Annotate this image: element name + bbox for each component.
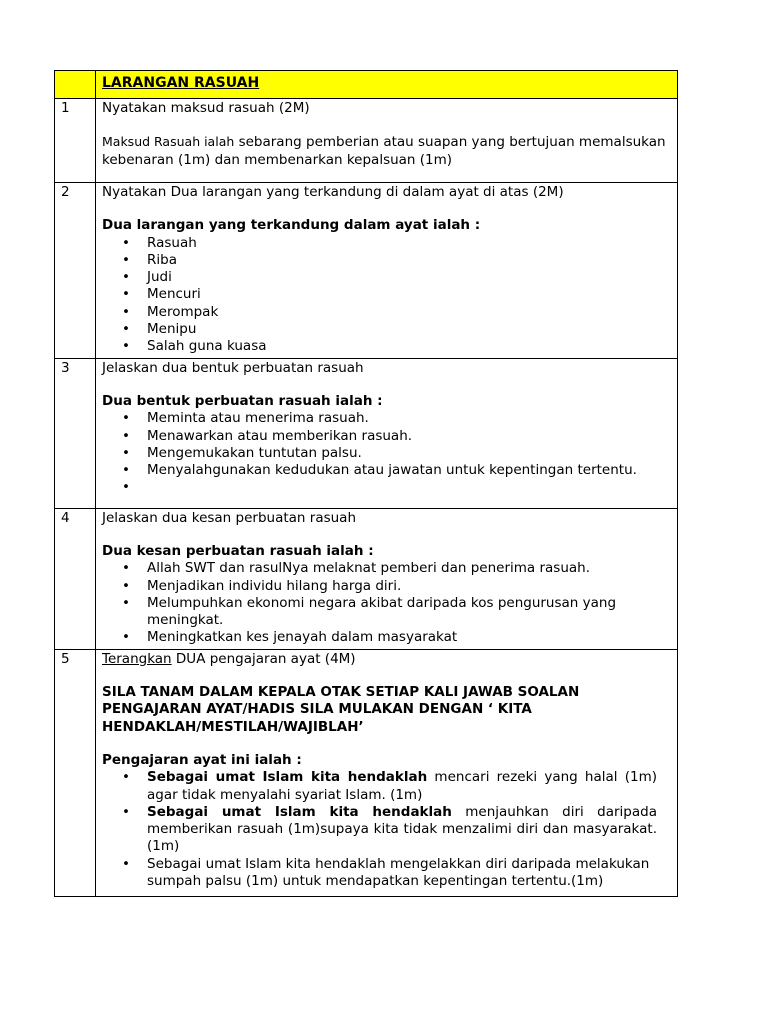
list-item: • Sebagai umat Islam kita hendaklah mencari rezeki yang halal (1m) agar tidak menyalahi syariat Islam. (1m) (122, 769, 658, 803)
question-row-5 (55, 649, 678, 896)
answer-lead: Maksud Rasuah ialah (102, 134, 235, 150)
list-item: • Judi (122, 269, 172, 286)
question-cell-1 (96, 99, 678, 183)
question-number: 1 (55, 99, 96, 183)
list-item (102, 479, 671, 496)
bullet-icon: • (122, 803, 130, 820)
answer-heading: Dua kesan perbuatan rasuah ialah : (102, 542, 374, 559)
bullet-icon: • (122, 560, 130, 577)
answer-rest: sebarang pemberian atau suapan yang bertujuan memalsukan kebenaran (1m) dan membenarkan kepalsuan (1m) (102, 134, 666, 168)
bullet-icon: • (122, 594, 130, 611)
question-text: Jelaskan dua kesan perbuatan rasuah (102, 509, 357, 526)
question-rest: DUA pengajaran ayat (4M) (171, 650, 356, 667)
bullet-icon: • (122, 321, 130, 338)
list-item: • Sebagai umat Islam kita hendaklah mengelakkan diri daripada melakukan sumpah palsu (1m) untuk mendapatkan kepentingan tertentu.(1m) (122, 855, 650, 890)
question-row-1 (55, 99, 678, 183)
answer-heading: Dua larangan yang terkandung dalam ayat ialah : (102, 217, 481, 234)
question-number: 4 (55, 508, 96, 649)
question-row-3 (55, 358, 678, 508)
answer-list (102, 769, 671, 890)
question-cell-5 (96, 649, 678, 896)
question-text (102, 651, 671, 668)
question-cell-4 (96, 508, 678, 649)
list-item: • Allah SWT dan rasulNya melaknat pemberi dan penerima rasuah. (122, 560, 590, 577)
question-cell-2 (96, 183, 678, 359)
answer-text (102, 133, 671, 169)
bullet-icon: • (122, 251, 130, 268)
question-number: 5 (55, 649, 96, 896)
bullet-icon: • (122, 286, 130, 303)
bullet-icon: • (122, 855, 130, 872)
rasuah-table (54, 70, 678, 897)
list-item: • Mengemukakan tuntutan palsu. (122, 444, 362, 461)
answer-list (102, 410, 671, 496)
list-item: • Melumpuhkan ekonomi negara akibat daripada kos pengurusan yang meningkat. (122, 594, 617, 629)
list-item: • Meningkatkan kes jenayah dalam masyarakat (122, 629, 458, 646)
bullet-icon: • (122, 234, 130, 251)
bullet-icon: • (122, 303, 130, 320)
list-item: • Riba (122, 251, 177, 268)
question-text: Jelaskan dua bentuk perbuatan rasuah (102, 359, 364, 376)
answer-list (102, 235, 671, 356)
answer-list (102, 560, 671, 646)
table-header-row (55, 71, 678, 99)
bullet-icon: • (122, 462, 130, 479)
bullet-icon: • (122, 338, 130, 355)
question-text: Nyatakan Dua larangan yang terkandung di dalam ayat di atas (2M) (102, 184, 564, 200)
answer-instruction: SILA TANAM DALAM KEPALA OTAK SETIAP KALI JAWAB SOALAN PENGAJARAN AYAT/HADIS SILA MULAKAN DENGAN ‘ KITA HENDAKLAH/MESTILAH/WAJIBLAH’ (102, 684, 580, 735)
list-item: • Salah guna kuasa (122, 338, 267, 355)
list-item: • Mencuri (122, 286, 201, 303)
bullet-icon: • (122, 269, 130, 286)
question-cell-3 (96, 358, 678, 508)
table-title: LARANGAN RASUAH (96, 71, 678, 99)
bullet-icon: • (122, 769, 130, 786)
list-item: • Merompak (122, 303, 219, 320)
answer-heading: Pengajaran ayat ini ialah : (102, 751, 302, 768)
bullet-icon: • (122, 479, 130, 496)
list-item: • Sebagai umat Islam kita hendaklah menjauhkan diri daripada memberikan rasuah (1m)supaya kita tidak menzalimi diri dan masyarakat. (1m) (122, 803, 657, 855)
list-item: • Meminta atau menerima rasuah. (122, 410, 369, 427)
bullet-icon: • (122, 444, 130, 461)
bullet-icon: • (122, 629, 130, 646)
question-text: Nyatakan maksud rasuah (2M) (102, 100, 310, 116)
question-keyword: Terangkan (102, 650, 172, 667)
header-number-cell (55, 71, 96, 99)
list-item: • Menjadikan individu hilang harga diri. (122, 577, 402, 594)
question-row-4 (55, 508, 678, 649)
question-number: 2 (55, 183, 96, 359)
bullet-icon: • (122, 577, 130, 594)
list-item: • Menawarkan atau memberikan rasuah. (122, 427, 413, 444)
question-number: 3 (55, 358, 96, 508)
bullet-icon: • (122, 410, 130, 427)
answer-heading: Dua bentuk perbuatan rasuah ialah : (102, 392, 383, 409)
list-item: • Menyalahgunakan kedudukan atau jawatan untuk kepentingan tertentu. (122, 462, 637, 479)
bullet-icon: • (122, 427, 130, 444)
list-item: • Menipu (122, 321, 197, 338)
list-item: • Rasuah (122, 234, 197, 251)
question-row-2 (55, 183, 678, 359)
